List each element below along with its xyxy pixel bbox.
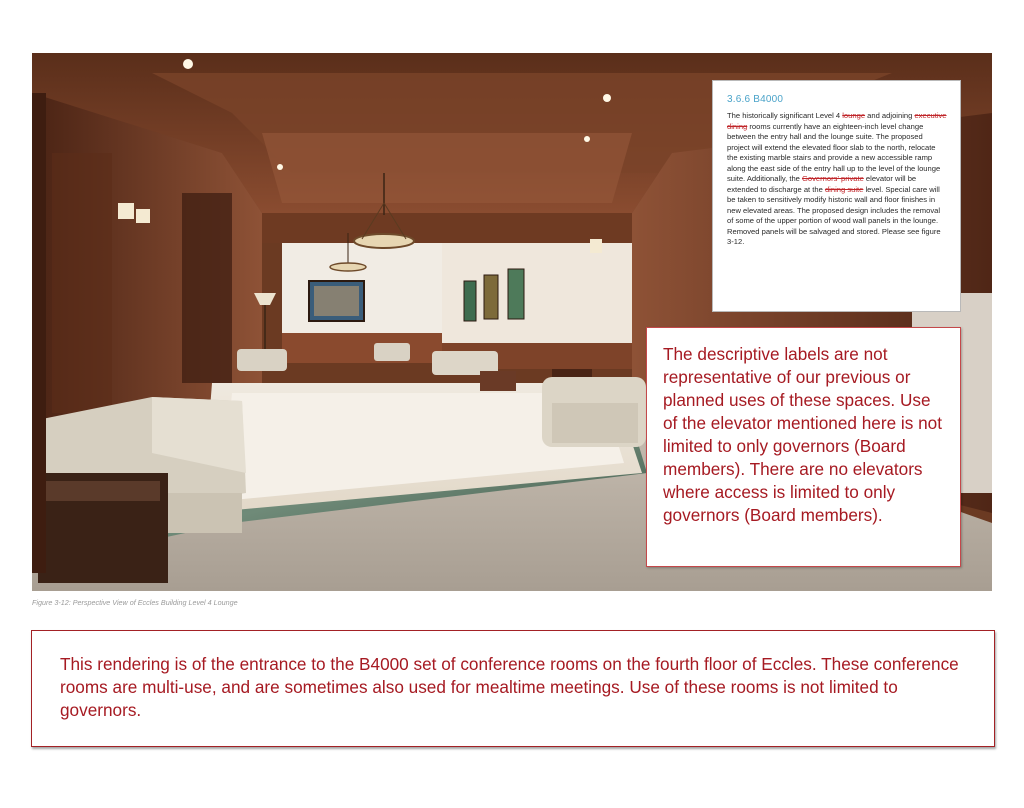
struck-text-segment: executive dining (727, 111, 947, 131)
document-excerpt-box (712, 80, 961, 312)
struck-text-segment: dining suite (824, 184, 864, 194)
body-text-segment: and adjoining (865, 111, 915, 120)
body-text-segment: elevator will be extended to discharge at the (727, 174, 917, 194)
struck-text-segment: Governors' private (802, 174, 864, 183)
figure-caption: Figure 3-12: Perspective View of Eccles Building Level 4 Lounge (32, 598, 238, 607)
body-text-segment: The historically significant Level 4 (727, 111, 843, 120)
body-text-segment: level. Special care will be taken to sensitively modify historic wall and floor finishes in new elevated areas. The proposed design includes the removal of some of the upper portion of wood wall panels in the lounge. Removed panels will be salvaged and stored. Please see figure 3-12. (727, 184, 941, 246)
section-body-text (727, 111, 947, 248)
section-heading: 3.6.6 B4000 (727, 94, 784, 105)
annotation-note-text: The descriptive labels are not representative of our previous or planned uses of these spaces. Use of the elevator mentioned here is not limited to only governors (Board members). There are no elevators where access is limited to only governors (Board members). (663, 344, 942, 525)
body-text-segment: rooms currently have an eighteen-inch level change between the entry hall and the lounge suite. The proposed project will extend the elevated floor slab to the north, relocate the existing marble stairs and provide a new accessible ramp along the east side of the entry hall up to the level of the lounge suite. Additionally, the (727, 121, 941, 183)
bottom-annotation-text: This rendering is of the entrance to the B4000 set of conference rooms on the fourth floor of Eccles. These conference rooms are multi-use, and are sometimes also used for mealtime meetings. Use of these rooms is not limited to governors. (60, 654, 959, 720)
bottom-annotation-box (31, 630, 995, 747)
annotation-note-box (646, 327, 961, 567)
struck-text-segment: lounge (842, 111, 866, 120)
